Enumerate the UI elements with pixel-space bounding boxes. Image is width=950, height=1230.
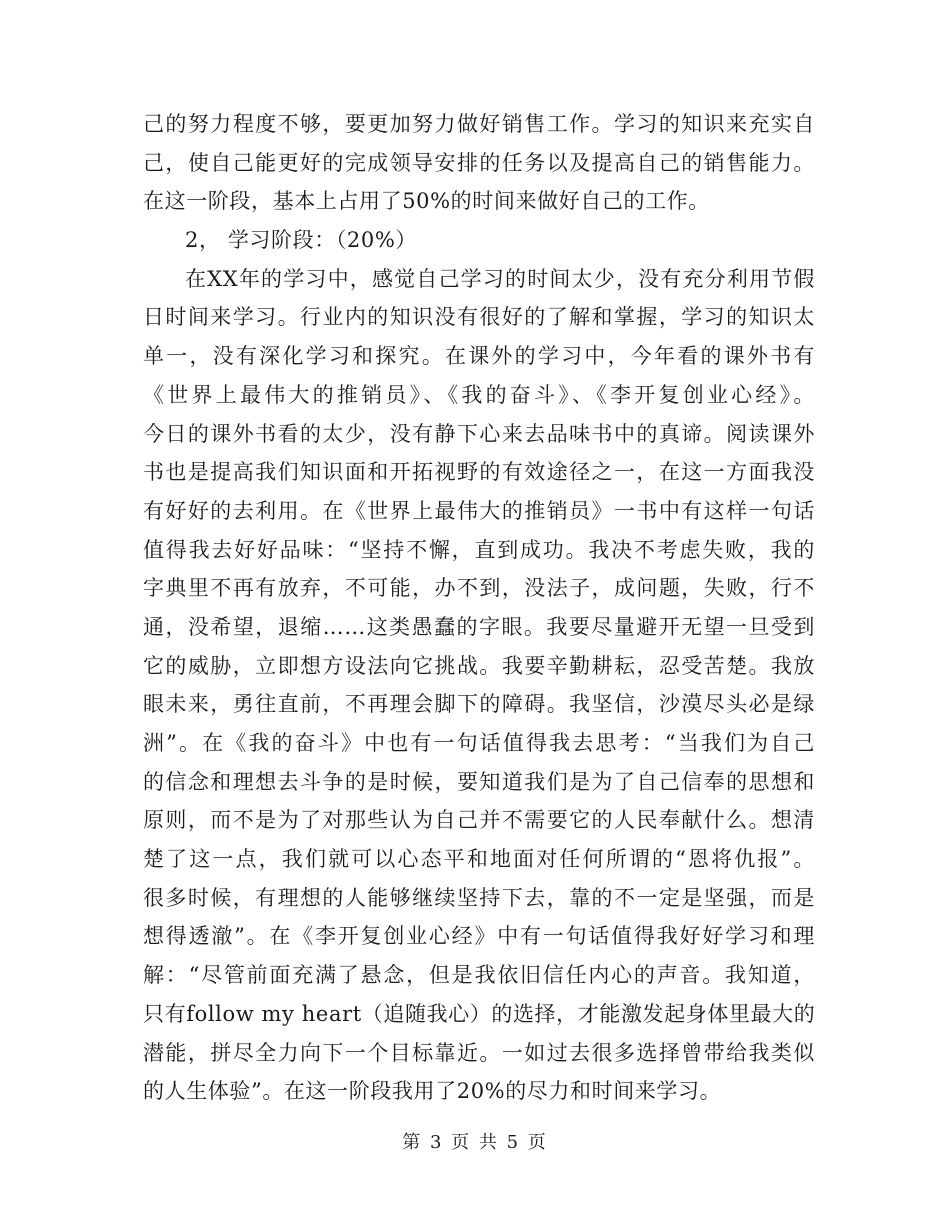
text-line: 书也是提高我们知识面和开拓视野的有效途径之一，在这一方面我没 [143, 460, 815, 485]
text-line: 想得透澈”。在《李开复创业心经》中有一句话值得我好好学习和理 [143, 924, 815, 949]
text-line: 原则，而不是为了对那些认为自己并不需要它的人民奉献什么。想清 [143, 808, 815, 833]
text-line: 单一，没有深化学习和探究。在课外的学习中，今年看的课外书有 [143, 344, 815, 369]
text-line: 日时间来学习。行业内的知识没有很好的了解和掌握，学习的知识太 [143, 305, 815, 330]
text-line: 只有follow my heart（追随我心）的选择，才能激发起身体里最大的 [143, 1001, 816, 1026]
body-text [143, 105, 815, 1111]
text-line: 己，使自己能更好的完成领导安排的任务以及提高自己的销售能力。 [143, 150, 815, 175]
text-line: 值得我去好好品味：“坚持不懈，直到成功。我决不考虑失败，我的 [143, 537, 815, 562]
text-line: 它的威胁，立即想方设法向它挑战。我要辛勤耕耘，忍受苦楚。我放 [143, 653, 815, 678]
section-heading: 2， 学习阶段：（20%） [185, 228, 418, 253]
text-line: 字典里不再有放弃，不可能，办不到，没法子，成问题，失败，行不 [143, 576, 815, 601]
text-line: 解：“尽管前面充满了悬念，但是我依旧信任内心的声音。我知道， [143, 963, 815, 988]
text-line: 很多时候，有理想的人能够继续坚持下去，靠的不一定是坚强，而是 [143, 885, 815, 910]
text-line: 的人生体验”。在这一阶段我用了20%的尽力和时间来学习。 [143, 1079, 722, 1104]
text-line: 在XX年的学习中，感觉自己学习的时间太少，没有充分利用节假 [185, 266, 815, 291]
text-line: 在这一阶段，基本上占用了50%的时间来做好自己的工作。 [143, 189, 710, 214]
text-line: 有好好的去利用。在《世界上最伟大的推销员》一书中有这样一句话 [143, 498, 815, 523]
text-line: 楚了这一点，我们就可以心态平和地面对任何所谓的“恩将仇报”。 [143, 847, 815, 872]
text-line: 眼未来，勇往直前，不再理会脚下的障碍。我坚信，沙漠尽头必是绿 [143, 692, 815, 717]
text-line: 《世界上最伟大的推销员》、《我的奋斗》、《李开复创业心经》。 [143, 382, 815, 407]
text-line: 今日的课外书看的太少，没有静下心来去品味书中的真谛。阅读课外 [143, 421, 815, 446]
text-line: 己的努力程度不够，要更加努力做好销售工作。学习的知识来充实自 [143, 112, 815, 136]
page-number-footer: 第 3 页 共 5 页 [402, 1132, 548, 1153]
text-line: 潜能，拼尽全力向下一个目标靠近。一如过去很多选择曾带给我类似 [143, 1040, 815, 1065]
text-line: 通，没希望，退缩……这类愚蠢的字眼。我要尽量避开无望一旦受到 [143, 614, 815, 639]
text-line: 的信念和理想去斗争的是时候，要知道我们是为了自己信奉的思想和 [143, 769, 815, 794]
text-line: 洲”。在《我的奋斗》中也有一句话值得我去思考：“当我们为自己 [143, 731, 815, 755]
